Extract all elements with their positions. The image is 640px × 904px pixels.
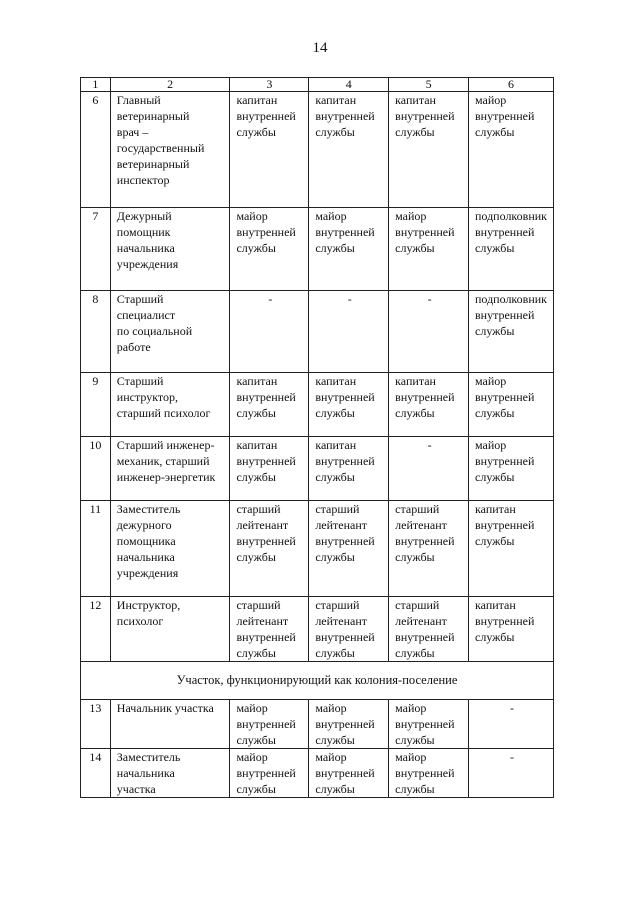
column-number-2: 2 bbox=[110, 78, 230, 92]
rank-col4: капитан внутренней службы bbox=[309, 437, 389, 501]
rank-col3: капитан внутренней службы bbox=[230, 437, 309, 501]
row-number: 9 bbox=[81, 373, 111, 437]
position-title: Старший инженер- механик, старший инженер-энергетик bbox=[110, 437, 230, 501]
position-title: Заместитель начальника участка bbox=[110, 749, 230, 798]
table-row bbox=[81, 437, 554, 501]
header-row bbox=[81, 78, 554, 92]
section-header-row bbox=[81, 662, 554, 700]
position-title: Старший специалист по социальной работе bbox=[110, 291, 230, 373]
row-number: 13 bbox=[81, 700, 111, 749]
rank-col5: майор внутренней службы bbox=[389, 749, 469, 798]
rank-col3: капитан внутренней службы bbox=[230, 92, 309, 208]
rank-col6: капитан внутренней службы bbox=[469, 597, 554, 662]
position-title: Дежурный помощник начальника учреждения bbox=[110, 208, 230, 291]
row-number: 8 bbox=[81, 291, 111, 373]
rank-col3: - bbox=[230, 291, 309, 373]
position-title: Инструктор, психолог bbox=[110, 597, 230, 662]
rank-col3: капитан внутренней службы bbox=[230, 373, 309, 437]
ranks-table bbox=[80, 77, 554, 798]
rank-col4: старший лейтенант внутренней службы bbox=[309, 597, 389, 662]
column-number-3: 3 bbox=[230, 78, 309, 92]
rank-col4: майор внутренней службы bbox=[309, 749, 389, 798]
row-number: 6 bbox=[81, 92, 111, 208]
table-row bbox=[81, 501, 554, 597]
rank-col5: - bbox=[389, 437, 469, 501]
row-number: 12 bbox=[81, 597, 111, 662]
rank-col4: капитан внутренней службы bbox=[309, 92, 389, 208]
table-row bbox=[81, 373, 554, 437]
rank-col5: старший лейтенант внутренней службы bbox=[389, 501, 469, 597]
row-number: 14 bbox=[81, 749, 111, 798]
rank-col6: майор внутренней службы bbox=[469, 437, 554, 501]
column-number-1: 1 bbox=[81, 78, 111, 92]
rank-col3: старший лейтенант внутренней службы bbox=[230, 597, 309, 662]
rank-col6: майор внутренней службы bbox=[469, 92, 554, 208]
rank-col5: капитан внутренней службы bbox=[389, 373, 469, 437]
table-row bbox=[81, 597, 554, 662]
position-title: Старший инструктор, старший психолог bbox=[110, 373, 230, 437]
rank-col6: - bbox=[469, 749, 554, 798]
table-row bbox=[81, 291, 554, 373]
rank-col6: подполковник внутренней службы bbox=[469, 208, 554, 291]
position-title: Заместитель дежурного помощника начальника учреждения bbox=[110, 501, 230, 597]
rank-col5: старший лейтенант внутренней службы bbox=[389, 597, 469, 662]
rank-col4: капитан внутренней службы bbox=[309, 373, 389, 437]
column-number-5: 5 bbox=[389, 78, 469, 92]
rank-col6: подполковник внутренней службы bbox=[469, 291, 554, 373]
rank-col5: майор внутренней службы bbox=[389, 208, 469, 291]
table-row bbox=[81, 208, 554, 291]
row-number: 11 bbox=[81, 501, 111, 597]
rank-col4: майор внутренней службы bbox=[309, 208, 389, 291]
rank-col5: майор внутренней службы bbox=[389, 700, 469, 749]
section-title: Участок, функционирующий как колония-поселение bbox=[81, 662, 554, 700]
page-number: 14 bbox=[312, 40, 328, 56]
rank-col4: - bbox=[309, 291, 389, 373]
row-number: 10 bbox=[81, 437, 111, 501]
rank-col4: старший лейтенант внутренней службы bbox=[309, 501, 389, 597]
row-number: 7 bbox=[81, 208, 111, 291]
rank-col3: майор внутренней службы bbox=[230, 700, 309, 749]
column-number-4: 4 bbox=[309, 78, 389, 92]
column-number-6: 6 bbox=[469, 78, 554, 92]
table-row bbox=[81, 92, 554, 208]
rank-col3: старший лейтенант внутренней службы bbox=[230, 501, 309, 597]
rank-col5: капитан внутренней службы bbox=[389, 92, 469, 208]
rank-col6: майор внутренней службы bbox=[469, 373, 554, 437]
rank-col5: - bbox=[389, 291, 469, 373]
table-row bbox=[81, 749, 554, 798]
position-title: Главный ветеринарный врач – государственный ветеринарный инспектор bbox=[110, 92, 230, 208]
rank-col4: майор внутренней службы bbox=[309, 700, 389, 749]
rank-col3: майор внутренней службы bbox=[230, 749, 309, 798]
table-row bbox=[81, 700, 554, 749]
position-title: Начальник участка bbox=[110, 700, 230, 749]
rank-col6: капитан внутренней службы bbox=[469, 501, 554, 597]
rank-col6: - bbox=[469, 700, 554, 749]
rank-col3: майор внутренней службы bbox=[230, 208, 309, 291]
